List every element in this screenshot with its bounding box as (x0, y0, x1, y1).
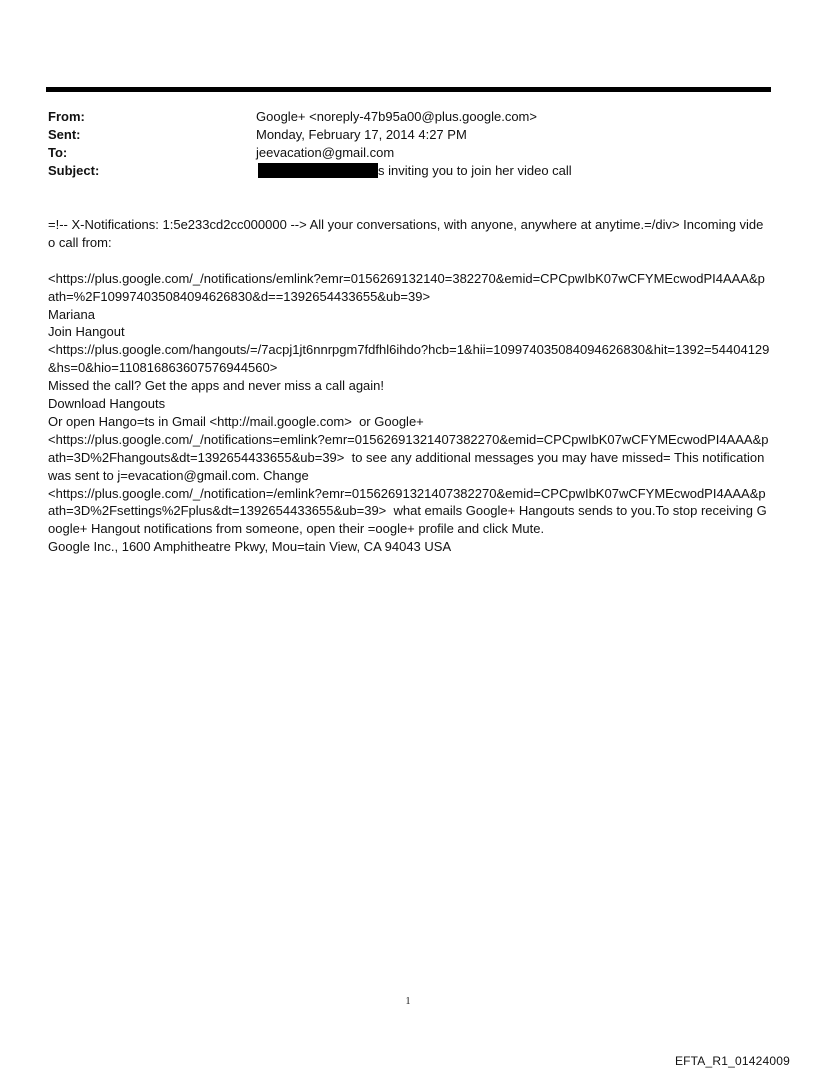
redaction-block (258, 163, 378, 178)
body-line: <https://plus.google.com/_/notifications/emlink?emr=0156269132140=382270&emid=CPCpwIbK07wCFYMEcwodPI4AAA&path=%2F109974035084094626830&d==1392654433655&ub=39> (48, 270, 765, 304)
body-line: Join Hangout (48, 324, 125, 340)
body-line: <https://plus.google.com/_/notifications=emlink?emr=01562691321407382270&emid=CPCpwIbK07wCFYMEcwodPI4AAA&path=3D%2Fhangouts&dt=1392654433655&ub=39> to see any additional messages you may have missed= This notification was sent to j=evacation@gmail.com. Change (48, 431, 769, 483)
body-line: =!-- X-Notifications: 1:5e233cd2cc000000 --> All your conversations, with anyone, anywhere at anytime.=/div> Incoming video call from: (48, 217, 764, 250)
header-divider-rule (46, 87, 771, 92)
document-id: EFTA_R1_01424009 (674, 1054, 790, 1068)
to-row (48, 144, 768, 162)
sent-row (48, 126, 768, 144)
email-header (48, 108, 768, 180)
from-label: From: (48, 109, 85, 124)
to-label: To: (48, 145, 68, 160)
sent-label: Sent: (48, 127, 81, 142)
to-value: jeevacation@gmail.com (256, 145, 395, 160)
body-line: Or open Hango=ts in Gmail <http://mail.google.com> or Google+ (48, 413, 424, 429)
body-spacer (48, 252, 770, 270)
body-line: Download Hangouts (48, 396, 166, 412)
subject-value-container (256, 162, 768, 180)
from-value: Google+ <noreply-47b95a00@plus.google.com> (256, 109, 537, 124)
subject-row (48, 162, 768, 180)
body-line: Google Inc., 1600 Amphitheatre Pkwy, Mou=tain View, CA 94043 USA (48, 539, 452, 555)
subject-label: Subject: (48, 163, 100, 178)
subject-value: s inviting you to join her video call (378, 163, 572, 178)
body-line: <https://plus.google.com/_/notification=/emlink?emr=01562691321407382270&emid=CPCpwIbK07wCFYMEcwodPI4AAA&path=3D%2Fsettings%2Fplus&dt=1392654433655&ub=39> what emails Google+ Hangouts sends to you.To stop receiving Google+ Hangout notifications from someone, open their =oogle+ profile and click Mute. (48, 485, 767, 537)
body-line: Mariana (48, 306, 95, 322)
email-body (48, 216, 770, 556)
from-row (48, 108, 768, 126)
page-number: 1 (405, 996, 411, 1007)
body-line: <https://plus.google.com/hangouts/=/7acpj1jt6nnrpgm7fdfhl6ihdo?hcb=1&hii=109974035084094626830&hit=1392=54404129&hs=0&hio=110816863607576944560> (48, 342, 770, 376)
body-line: Missed the call? Get the apps and never miss a call again! (48, 378, 385, 394)
sent-value: Monday, February 17, 2014 4:27 PM (256, 127, 467, 142)
